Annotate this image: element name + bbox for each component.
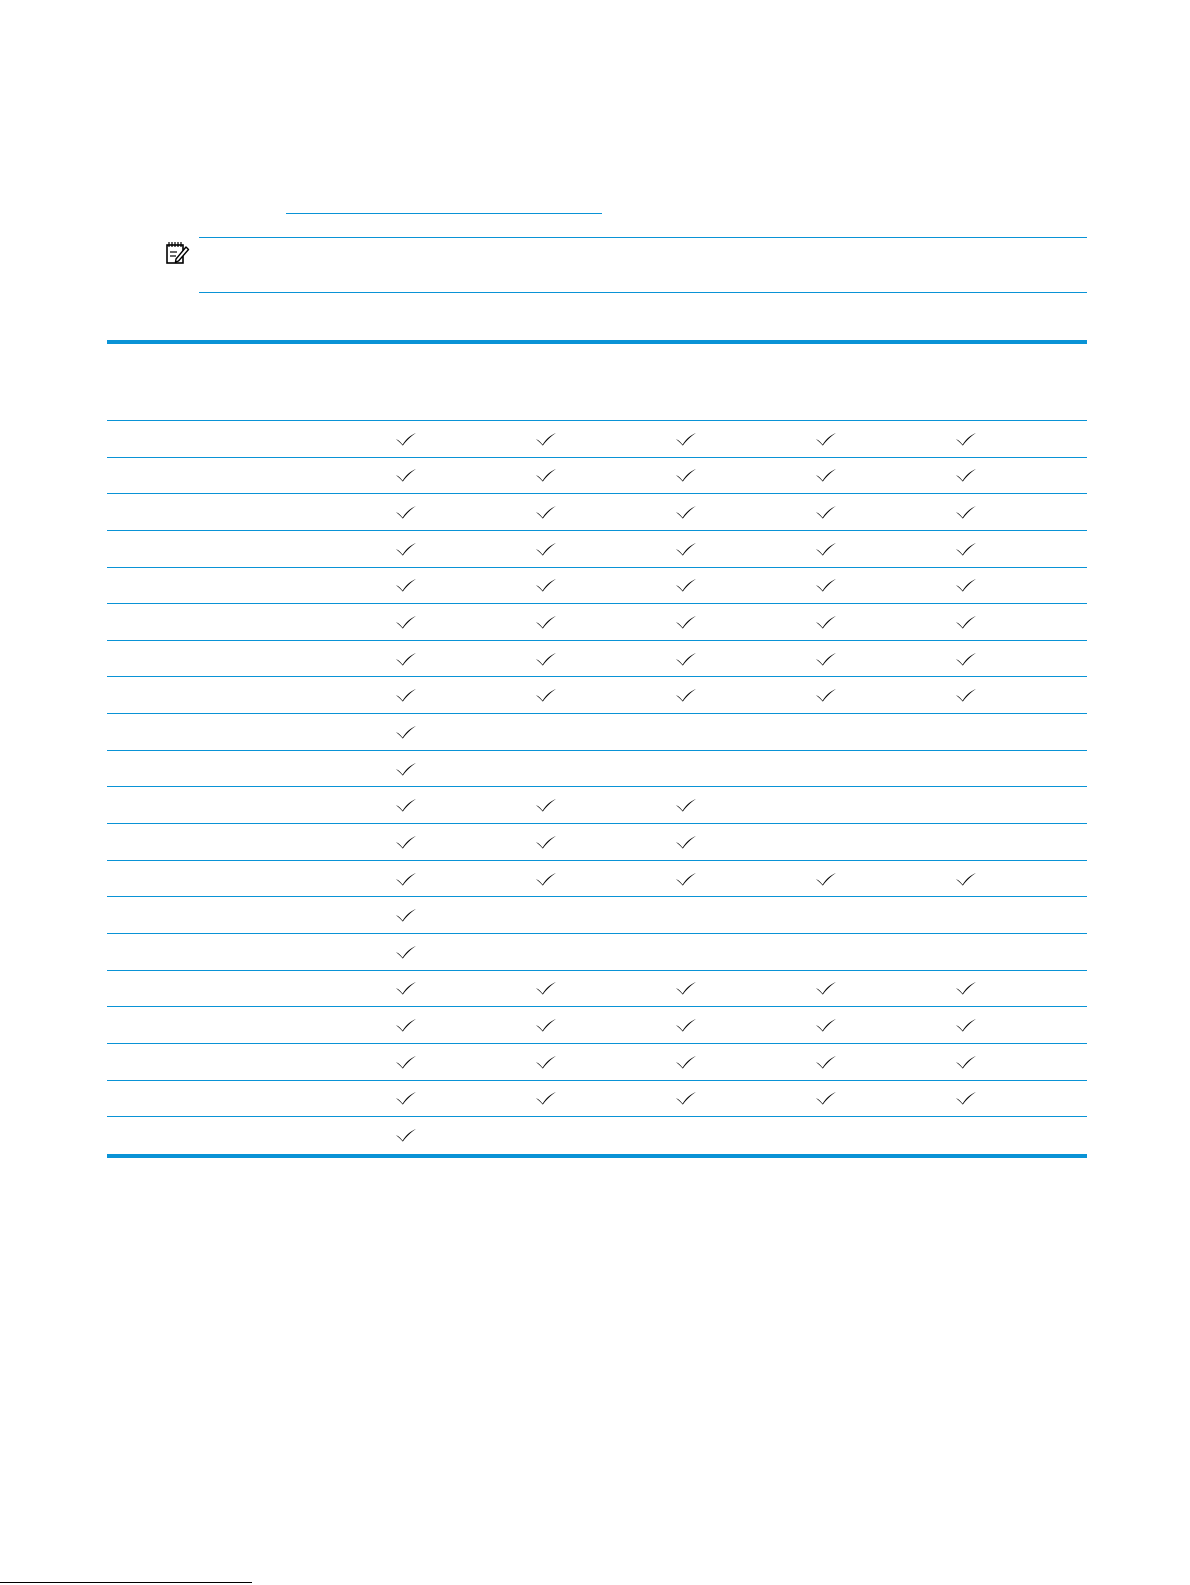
table-row xyxy=(107,787,1087,824)
check-icon xyxy=(815,578,837,592)
table-cell xyxy=(756,568,896,604)
table-cell xyxy=(476,641,616,677)
check-icon xyxy=(675,872,697,886)
table-cell xyxy=(476,531,616,567)
table-cell xyxy=(336,421,476,457)
table-cell xyxy=(756,787,896,823)
table-row xyxy=(107,1007,1087,1044)
table-cell xyxy=(756,714,896,750)
table-cell xyxy=(476,1044,616,1080)
table-cell xyxy=(336,971,476,1007)
footer-rule xyxy=(0,1582,252,1583)
table-cell xyxy=(616,458,756,494)
check-icon xyxy=(395,835,417,849)
table-cell xyxy=(336,531,476,567)
check-icon xyxy=(955,432,977,446)
check-icon xyxy=(955,542,977,556)
check-icon xyxy=(675,615,697,629)
table-cell xyxy=(616,934,756,970)
table-cell xyxy=(616,568,756,604)
table-cell xyxy=(476,714,616,750)
table-row xyxy=(107,1081,1087,1118)
check-icon xyxy=(815,542,837,556)
table-cell xyxy=(616,604,756,640)
table-cell xyxy=(896,1007,1036,1043)
table-cell xyxy=(336,1117,476,1154)
table-cell xyxy=(336,568,476,604)
check-icon xyxy=(815,981,837,995)
table-cell xyxy=(896,714,1036,750)
table-row xyxy=(107,751,1087,788)
table-cell xyxy=(616,714,756,750)
check-icon xyxy=(535,688,557,702)
check-icon xyxy=(395,468,417,482)
table-cell xyxy=(756,458,896,494)
table-cell xyxy=(336,897,476,933)
check-icon xyxy=(535,615,557,629)
table-cell xyxy=(476,421,616,457)
table-cell xyxy=(616,531,756,567)
check-icon xyxy=(395,725,417,739)
table-cell xyxy=(896,787,1036,823)
check-icon xyxy=(955,1091,977,1105)
table-row xyxy=(107,714,1087,751)
table-cell xyxy=(896,604,1036,640)
check-icon xyxy=(395,1055,417,1069)
table-cell xyxy=(896,458,1036,494)
check-icon xyxy=(675,1091,697,1105)
table-cell xyxy=(476,494,616,530)
table-cell xyxy=(476,1117,616,1154)
table-cell xyxy=(756,934,896,970)
table-cell xyxy=(756,421,896,457)
table-cell xyxy=(336,751,476,787)
check-icon xyxy=(395,981,417,995)
table-cell xyxy=(756,1117,896,1154)
check-icon xyxy=(675,798,697,812)
table-row xyxy=(107,897,1087,934)
table-cell xyxy=(756,531,896,567)
table-row xyxy=(107,824,1087,861)
check-icon xyxy=(815,468,837,482)
check-icon xyxy=(675,652,697,666)
reference-link-underline[interactable] xyxy=(286,213,602,214)
table-row xyxy=(107,1117,1087,1154)
table-cell xyxy=(336,861,476,897)
check-icon xyxy=(675,981,697,995)
table-row xyxy=(107,934,1087,971)
table-cell xyxy=(336,641,476,677)
check-icon xyxy=(675,432,697,446)
check-icon xyxy=(815,652,837,666)
check-icon xyxy=(535,872,557,886)
check-icon xyxy=(955,1055,977,1069)
check-icon xyxy=(955,688,977,702)
table-cell xyxy=(896,861,1036,897)
table-cell xyxy=(476,458,616,494)
table-cell xyxy=(616,1044,756,1080)
check-icon xyxy=(815,1018,837,1032)
table-cell xyxy=(756,494,896,530)
check-icon xyxy=(955,872,977,886)
table-cell xyxy=(756,1081,896,1117)
table-cell xyxy=(336,1044,476,1080)
table-cell xyxy=(476,971,616,1007)
check-icon xyxy=(815,432,837,446)
table-cell xyxy=(336,458,476,494)
check-icon xyxy=(675,505,697,519)
table-cell xyxy=(616,1117,756,1154)
table-row xyxy=(107,421,1087,458)
support-matrix-table xyxy=(107,340,1087,1158)
table-cell xyxy=(616,824,756,860)
check-icon xyxy=(535,981,557,995)
table-cell xyxy=(476,897,616,933)
check-icon xyxy=(535,468,557,482)
table-cell xyxy=(476,861,616,897)
table-cell xyxy=(476,824,616,860)
check-icon xyxy=(535,1055,557,1069)
table-cell xyxy=(476,934,616,970)
check-icon xyxy=(395,1091,417,1105)
table-row xyxy=(107,971,1087,1008)
check-icon xyxy=(535,835,557,849)
check-icon xyxy=(675,468,697,482)
check-icon xyxy=(955,981,977,995)
table-cell xyxy=(336,494,476,530)
table-cell xyxy=(896,641,1036,677)
check-icon xyxy=(395,798,417,812)
table-cell xyxy=(336,934,476,970)
table-cell xyxy=(896,971,1036,1007)
table-cell xyxy=(896,934,1036,970)
check-icon xyxy=(535,1091,557,1105)
check-icon xyxy=(955,505,977,519)
check-icon xyxy=(955,468,977,482)
note-pencil-icon xyxy=(164,240,190,266)
table-cell xyxy=(896,897,1036,933)
table-cell xyxy=(896,1117,1036,1154)
table-cell xyxy=(336,787,476,823)
table-cell xyxy=(336,677,476,713)
table-cell xyxy=(616,421,756,457)
table-cell xyxy=(476,751,616,787)
table-body xyxy=(107,421,1087,1154)
check-icon xyxy=(395,908,417,922)
check-icon xyxy=(535,432,557,446)
table-cell xyxy=(336,604,476,640)
table-cell xyxy=(756,861,896,897)
table-cell xyxy=(336,1007,476,1043)
check-icon xyxy=(535,505,557,519)
check-icon xyxy=(535,652,557,666)
table-cell xyxy=(476,1081,616,1117)
check-icon xyxy=(815,688,837,702)
table-cell xyxy=(896,677,1036,713)
check-icon xyxy=(395,432,417,446)
table-cell xyxy=(616,861,756,897)
check-icon xyxy=(395,945,417,959)
table-cell xyxy=(476,568,616,604)
check-icon xyxy=(675,578,697,592)
check-icon xyxy=(395,615,417,629)
check-icon xyxy=(535,798,557,812)
check-icon xyxy=(395,762,417,776)
check-icon xyxy=(675,1018,697,1032)
table-cell xyxy=(756,824,896,860)
table-cell xyxy=(756,604,896,640)
check-icon xyxy=(395,1018,417,1032)
table-cell xyxy=(756,677,896,713)
table-row xyxy=(107,861,1087,898)
check-icon xyxy=(395,542,417,556)
table-cell xyxy=(616,787,756,823)
table-row xyxy=(107,458,1087,495)
table-cell xyxy=(896,824,1036,860)
check-icon xyxy=(815,1091,837,1105)
check-icon xyxy=(395,1128,417,1142)
check-icon xyxy=(535,542,557,556)
check-icon xyxy=(395,872,417,886)
table-row xyxy=(107,494,1087,531)
table-cell xyxy=(476,1007,616,1043)
table-cell xyxy=(756,751,896,787)
table-cell xyxy=(896,531,1036,567)
table-cell xyxy=(896,1044,1036,1080)
check-icon xyxy=(815,1055,837,1069)
check-icon xyxy=(815,505,837,519)
table-cell xyxy=(336,714,476,750)
table-row xyxy=(107,677,1087,714)
check-icon xyxy=(535,578,557,592)
table-cell xyxy=(896,494,1036,530)
table-cell xyxy=(896,1081,1036,1117)
check-icon xyxy=(395,688,417,702)
table-bottom-rule xyxy=(107,1154,1087,1158)
note-rule-top xyxy=(199,237,1087,238)
table-cell xyxy=(756,1044,896,1080)
table-cell xyxy=(336,1081,476,1117)
check-icon xyxy=(955,615,977,629)
table-cell xyxy=(756,897,896,933)
table-row xyxy=(107,568,1087,605)
table-row xyxy=(107,531,1087,568)
check-icon xyxy=(395,578,417,592)
check-icon xyxy=(815,872,837,886)
table-cell xyxy=(616,677,756,713)
table-cell xyxy=(476,677,616,713)
check-icon xyxy=(675,542,697,556)
table-cell xyxy=(476,787,616,823)
table-cell xyxy=(756,1007,896,1043)
table-cell xyxy=(616,971,756,1007)
check-icon xyxy=(675,688,697,702)
table-row xyxy=(107,641,1087,678)
table-cell xyxy=(896,568,1036,604)
table-cell xyxy=(616,751,756,787)
table-cell xyxy=(616,641,756,677)
check-icon xyxy=(815,615,837,629)
table-cell xyxy=(336,824,476,860)
table-cell xyxy=(756,971,896,1007)
check-icon xyxy=(955,652,977,666)
table-cell xyxy=(476,604,616,640)
table-row xyxy=(107,1044,1087,1081)
check-icon xyxy=(955,1018,977,1032)
table-cell xyxy=(616,1081,756,1117)
table-cell xyxy=(896,751,1036,787)
check-icon xyxy=(675,1055,697,1069)
check-icon xyxy=(675,835,697,849)
table-cell xyxy=(616,1007,756,1043)
table-row xyxy=(107,604,1087,641)
check-icon xyxy=(955,578,977,592)
table-cell xyxy=(616,897,756,933)
table-cell xyxy=(756,641,896,677)
table-header xyxy=(107,344,1087,421)
check-icon xyxy=(395,505,417,519)
table-cell xyxy=(616,494,756,530)
check-icon xyxy=(395,652,417,666)
note-rule-bottom xyxy=(199,292,1087,293)
table-cell xyxy=(896,421,1036,457)
check-icon xyxy=(535,1018,557,1032)
